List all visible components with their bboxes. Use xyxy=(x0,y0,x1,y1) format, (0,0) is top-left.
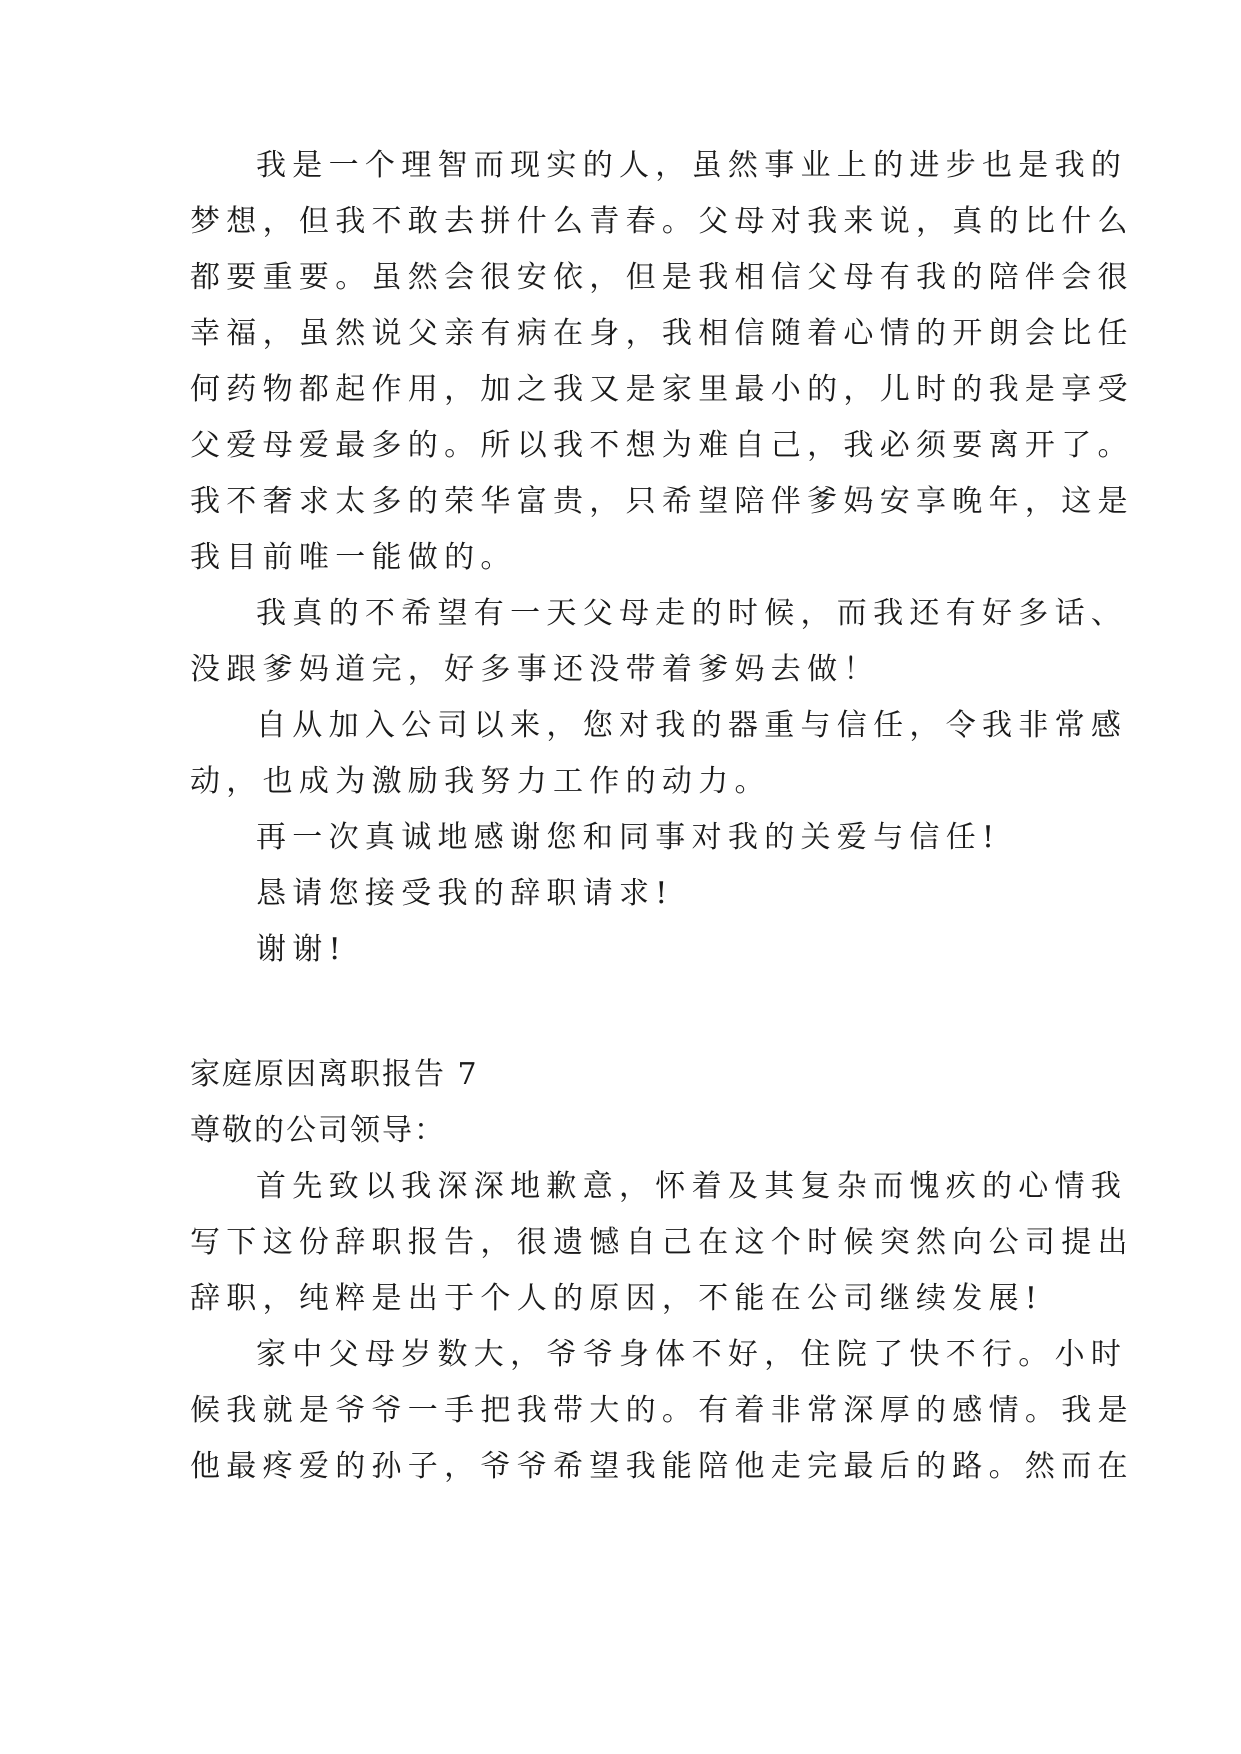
paragraph-line: 我目前唯一能做的。 xyxy=(190,540,517,575)
paragraph-line: 梦想，但我不敢去拼什么青春。父母对我来说，真的比什么 xyxy=(190,204,1134,239)
paragraph-line: 写下这份辞职报告，很遗憾自己在这个时候突然向公司提出 xyxy=(190,1225,1134,1260)
paragraph-line: 家中父母岁数大，爷爷身体不好，住院了快不行。小时 xyxy=(256,1337,1128,1372)
paragraph-line: 我真的不希望有一天父母走的时候，而我还有好多话、 xyxy=(256,596,1128,631)
salutation: 尊敬的公司领导： xyxy=(190,1113,446,1148)
paragraph-line: 再一次真诚地感谢您和同事对我的关爱与信任! xyxy=(256,820,1001,855)
report-title: 家庭原因离职报告 7 xyxy=(190,1057,479,1092)
paragraph-line: 他最疼爱的孙子，爷爷希望我能陪他走完最后的路。然而在 xyxy=(190,1449,1134,1484)
paragraph-line: 何药物都起作用，加之我又是家里最小的，儿时的我是享受 xyxy=(190,372,1134,407)
paragraph-line: 我是一个理智而现实的人，虽然事业上的进步也是我的 xyxy=(256,148,1128,183)
paragraph-line: 自从加入公司以来，您对我的器重与信任，令我非常感 xyxy=(256,708,1128,743)
paragraph-line: 父爱母爱最多的。所以我不想为难自己，我必须要离开了。 xyxy=(190,428,1134,463)
paragraph-line: 恳请您接受我的辞职请求! xyxy=(256,876,674,911)
paragraph-line: 首先致以我深深地歉意，怀着及其复杂而愧疚的心情我 xyxy=(256,1169,1128,1204)
paragraph-line: 幸福，虽然说父亲有病在身，我相信随着心情的开朗会比任 xyxy=(190,316,1134,351)
paragraph-line: 我不奢求太多的荣华富贵，只希望陪伴爹妈安享晚年，这是 xyxy=(190,484,1134,519)
paragraph-line: 都要重要。虽然会很安依，但是我相信父母有我的陪伴会很 xyxy=(190,260,1134,295)
paragraph-line: 没跟爹妈道完，好多事还没带着爹妈去做！ xyxy=(190,652,880,687)
paragraph-line: 辞职，纯粹是出于个人的原因，不能在公司继续发展! xyxy=(190,1281,1044,1316)
paragraph-line: 动，也成为激励我努力工作的动力。 xyxy=(190,764,771,799)
paragraph-line: 谢谢! xyxy=(256,932,347,967)
paragraph-line: 候我就是爷爷一手把我带大的。有着非常深厚的感情。我是 xyxy=(190,1393,1134,1428)
